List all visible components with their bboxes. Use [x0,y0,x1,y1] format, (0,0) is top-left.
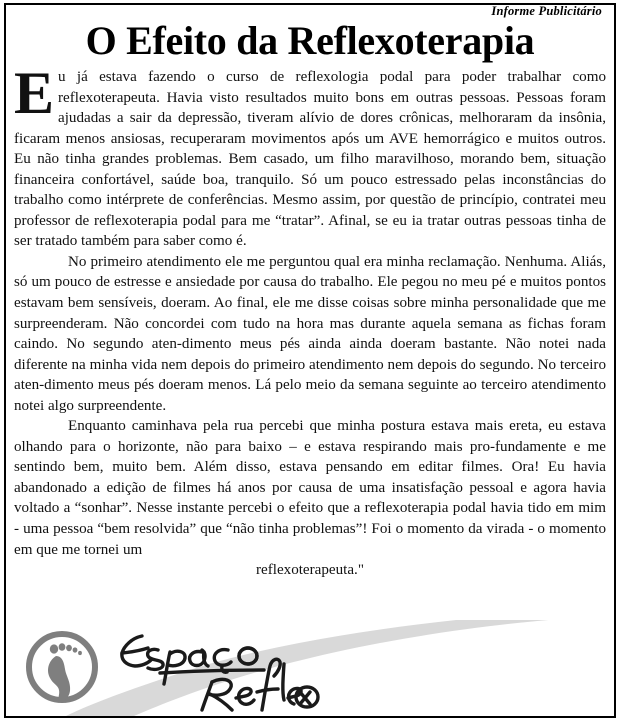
paragraph-1: Eu já estava fazendo o curso de reflexologia podal para poder trabalhar como reflexoterapeuta. Havia visto resultados muito bons em outras pessoas. Pessoas foram ajudadas a sair da depressão, tiveram alívio de dores crônicas, melhoraram da insônia, ficaram menos ansiosas, recuperaram movimentos após um AVE hemorrágico e muitos outros. Eu não tinha grandes problemas. Bem casado, um filho maravilhoso, morando bem, situação financeira confortável, saúde boa, tranquilo. Só um pouco estressado pelas inconstâncias do trabalho como intérprete de conferências. Mesmo assim, por questão de princípio, contratei meu professor de reflexoterapia podal para me “tratar”. Afinal, se eu ia tratar outras pessoas tinha de ser tratado também para saber como é. [14,60,606,250]
article-closing-line: reflexoterapeuta." [256,562,364,579]
paragraph-3: Enquanto caminhava pela rua percebi que minha postura estava mais ereta, eu estava olhando para o horizonte, não para baixo – e estava respirando mais pro-fundamente e me sentindo bem, muito bem. Além disso, estava pensando em editar filmes. Ora! Eu havia abandonado a edição de filmes há anos por causa de uma insatisfação pessoal e agora havia voltado a “sonhar”. Nesse instante percebi o efeito que a reflexoterapia podal havia tido em mim - uma pessoa “bem resolvida” que “não tinha problemas”! Foi o momento da virada - o momento em que me tornei um [14,418,606,558]
article-body [14,60,606,581]
paragraph-2: No primeiro atendimento ele me perguntou qual era minha reclamação. Nenhuma. Aliás, só um pouco de estresse e ansiedade por causa do trabalho. Ele pegou no meu pé e muitos pontos estavam bem sensíveis, doeram. Ao final, ele me disse coisas sobre minha personalidade que me surpreenderam. Não concordei com tudo na hora mas durante aquela semana as fichas foram caindo. No segundo aten-dimento meus pés ainda ainda doeram bastante. Não notei nada diferente na minha vida nem depois do primeiro atendimento nem depois do segundo. No terceiro aten-dimento meus pés doeram menos. Lá pelo meio da semana seguinte ao terceiro atendimento notei algo surpreendente. [14,253,606,414]
page-title: O Efeito da Reflexoterapia [85,18,535,63]
advertorial-kicker: Informe Publicitário [491,4,602,18]
